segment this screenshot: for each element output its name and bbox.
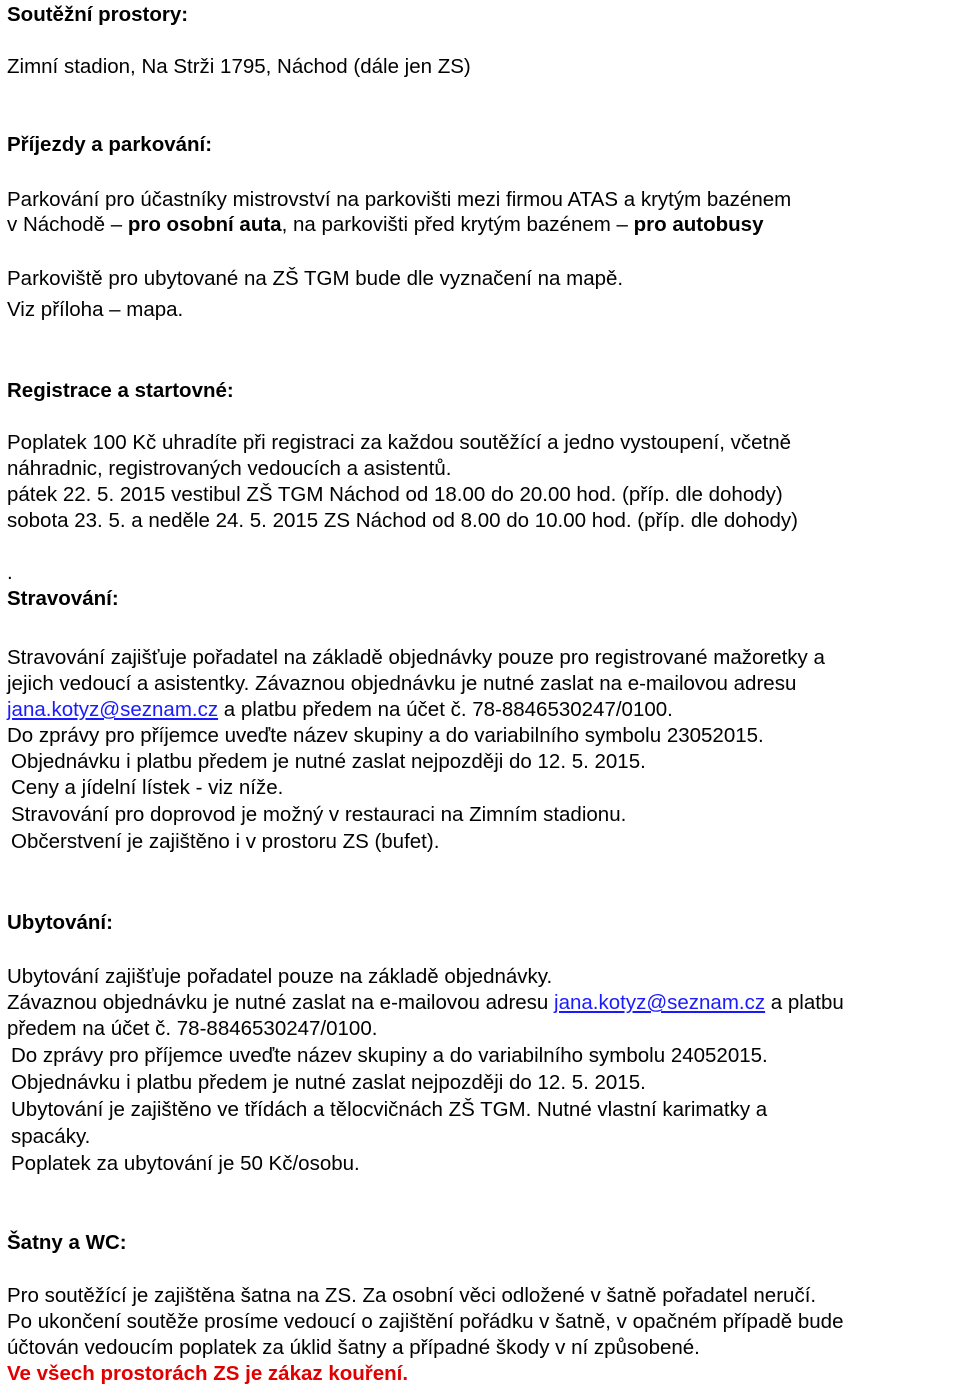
accommodation-text-part: a platbu	[765, 991, 844, 1014]
wardrobe-text-line: účtován vedoucím poplatek za úklid šatny a případné škody v ní způsobené.	[7, 1336, 700, 1359]
accommodation-text-line: Ubytování zajišťuje pořadatel pouze na základě objednávky.	[7, 965, 553, 988]
catering-text-line: Objednávku i platbu předem je nutné zaslat nejpozději do 12. 5. 2015.	[11, 750, 646, 773]
accommodation-text-line: spacáky.	[11, 1125, 91, 1148]
parking-cars-label: pro osobní auta	[127, 213, 282, 236]
registration-text-line: Poplatek 100 Kč uhradíte při registraci za každou soutěžící a jedno vystoupení, včetně	[7, 431, 792, 454]
wardrobe-text-line: Pro soutěžící je zajištěna šatna na ZS. Za osobní věci odložené v šatně pořadatel neručí.	[7, 1284, 817, 1307]
parking-text-part: , na parkovišti před krytým bazénem –	[281, 213, 634, 236]
accommodation-text-part: Závaznou objednávku je nutné zaslat na e-mailovou adresu	[7, 991, 555, 1014]
wardrobe-heading: Šatny a WC:	[7, 1231, 127, 1254]
catering-text-line: Občerstvení je zajištěno i v prostoru ZS (bufet).	[11, 830, 440, 853]
parking-text-line	[7, 212, 763, 238]
accommodation-text-line: Poplatek za ubytování je 50 Kč/osobu.	[11, 1152, 360, 1175]
venue-heading: Soutěžní prostory:	[7, 3, 189, 26]
accommodation-heading: Ubytování:	[7, 911, 113, 934]
wardrobe-text-line: Po ukončení soutěže prosíme vedoucí o zajištění pořádku v šatně, v opačném případě bude	[7, 1310, 844, 1333]
no-smoking-warning: Ve všech prostorách ZS je zákaz kouření.	[7, 1362, 409, 1385]
parking-text-line: Parkování pro účastníky mistrovství na parkovišti mezi firmou ATAS a krytým bazénem	[7, 188, 792, 211]
catering-text-line: Ceny a jídelní lístek - viz níže.	[11, 776, 284, 799]
accommodation-text-line	[7, 990, 844, 1016]
parking-text-part: v Náchodě –	[7, 213, 128, 236]
parking-buses-label: pro autobusy	[633, 213, 764, 236]
registration-text-line: sobota 23. 5. a neděle 24. 5. 2015 ZS Náchod od 8.00 do 10.00 hod. (příp. dle dohody)	[7, 509, 798, 532]
accommodation-text-line: Ubytování je zajištěno ve třídách a tělocvičnách ZŠ TGM. Nutné vlastní karimatky a	[11, 1098, 768, 1121]
venue-text: Zimní stadion, Na Strži 1795, Náchod (dále jen ZS)	[7, 55, 471, 78]
parking-heading: Příjezdy a parkování:	[7, 133, 213, 156]
accommodation-text-line: předem na účet č. 78-8846530247/0100.	[7, 1017, 378, 1040]
catering-text-line: Stravování zajišťuje pořadatel na základě objednávky pouze pro registrované mažoretky a	[7, 646, 825, 669]
registration-text-line: pátek 22. 5. 2015 vestibul ZŠ TGM Náchod od 18.00 do 20.00 hod. (příp. dle dohody)	[7, 483, 783, 506]
registration-text-line: náhradnic, registrovaných vedoucích a asistentů.	[7, 457, 452, 480]
catering-text-line: Stravování pro doprovod je možný v restauraci na Zimním stadionu.	[11, 803, 627, 826]
catering-text-line: jejich vedoucí a asistentky. Závaznou objednávku je nutné zaslat na e-mailovou adresu	[7, 672, 797, 695]
accommodation-email-link[interactable]: jana.kotyz@seznam.cz	[554, 991, 766, 1014]
catering-email-link[interactable]: jana.kotyz@seznam.cz	[7, 698, 219, 721]
registration-heading: Registrace a startovné:	[7, 379, 234, 402]
parking-text-line: Viz příloha – mapa.	[7, 298, 184, 321]
catering-text-line	[7, 697, 673, 723]
accommodation-text-line: Objednávku i platbu předem je nutné zaslat nejpozději do 12. 5. 2015.	[11, 1071, 646, 1094]
accommodation-text-line: Do zprávy pro příjemce uveďte název skupiny a do variabilního symbolu 24052015.	[11, 1044, 768, 1067]
catering-heading: Stravování:	[7, 587, 119, 610]
parking-text-line: Parkoviště pro ubytované na ZŠ TGM bude dle vyznačení na mapě.	[7, 267, 624, 290]
catering-payment-text: a platbu předem na účet č. 78-8846530247/0100.	[218, 698, 673, 721]
separator-dot: .	[7, 561, 13, 584]
catering-text-line: Do zprávy pro příjemce uveďte název skupiny a do variabilního symbolu 23052015.	[7, 724, 764, 747]
